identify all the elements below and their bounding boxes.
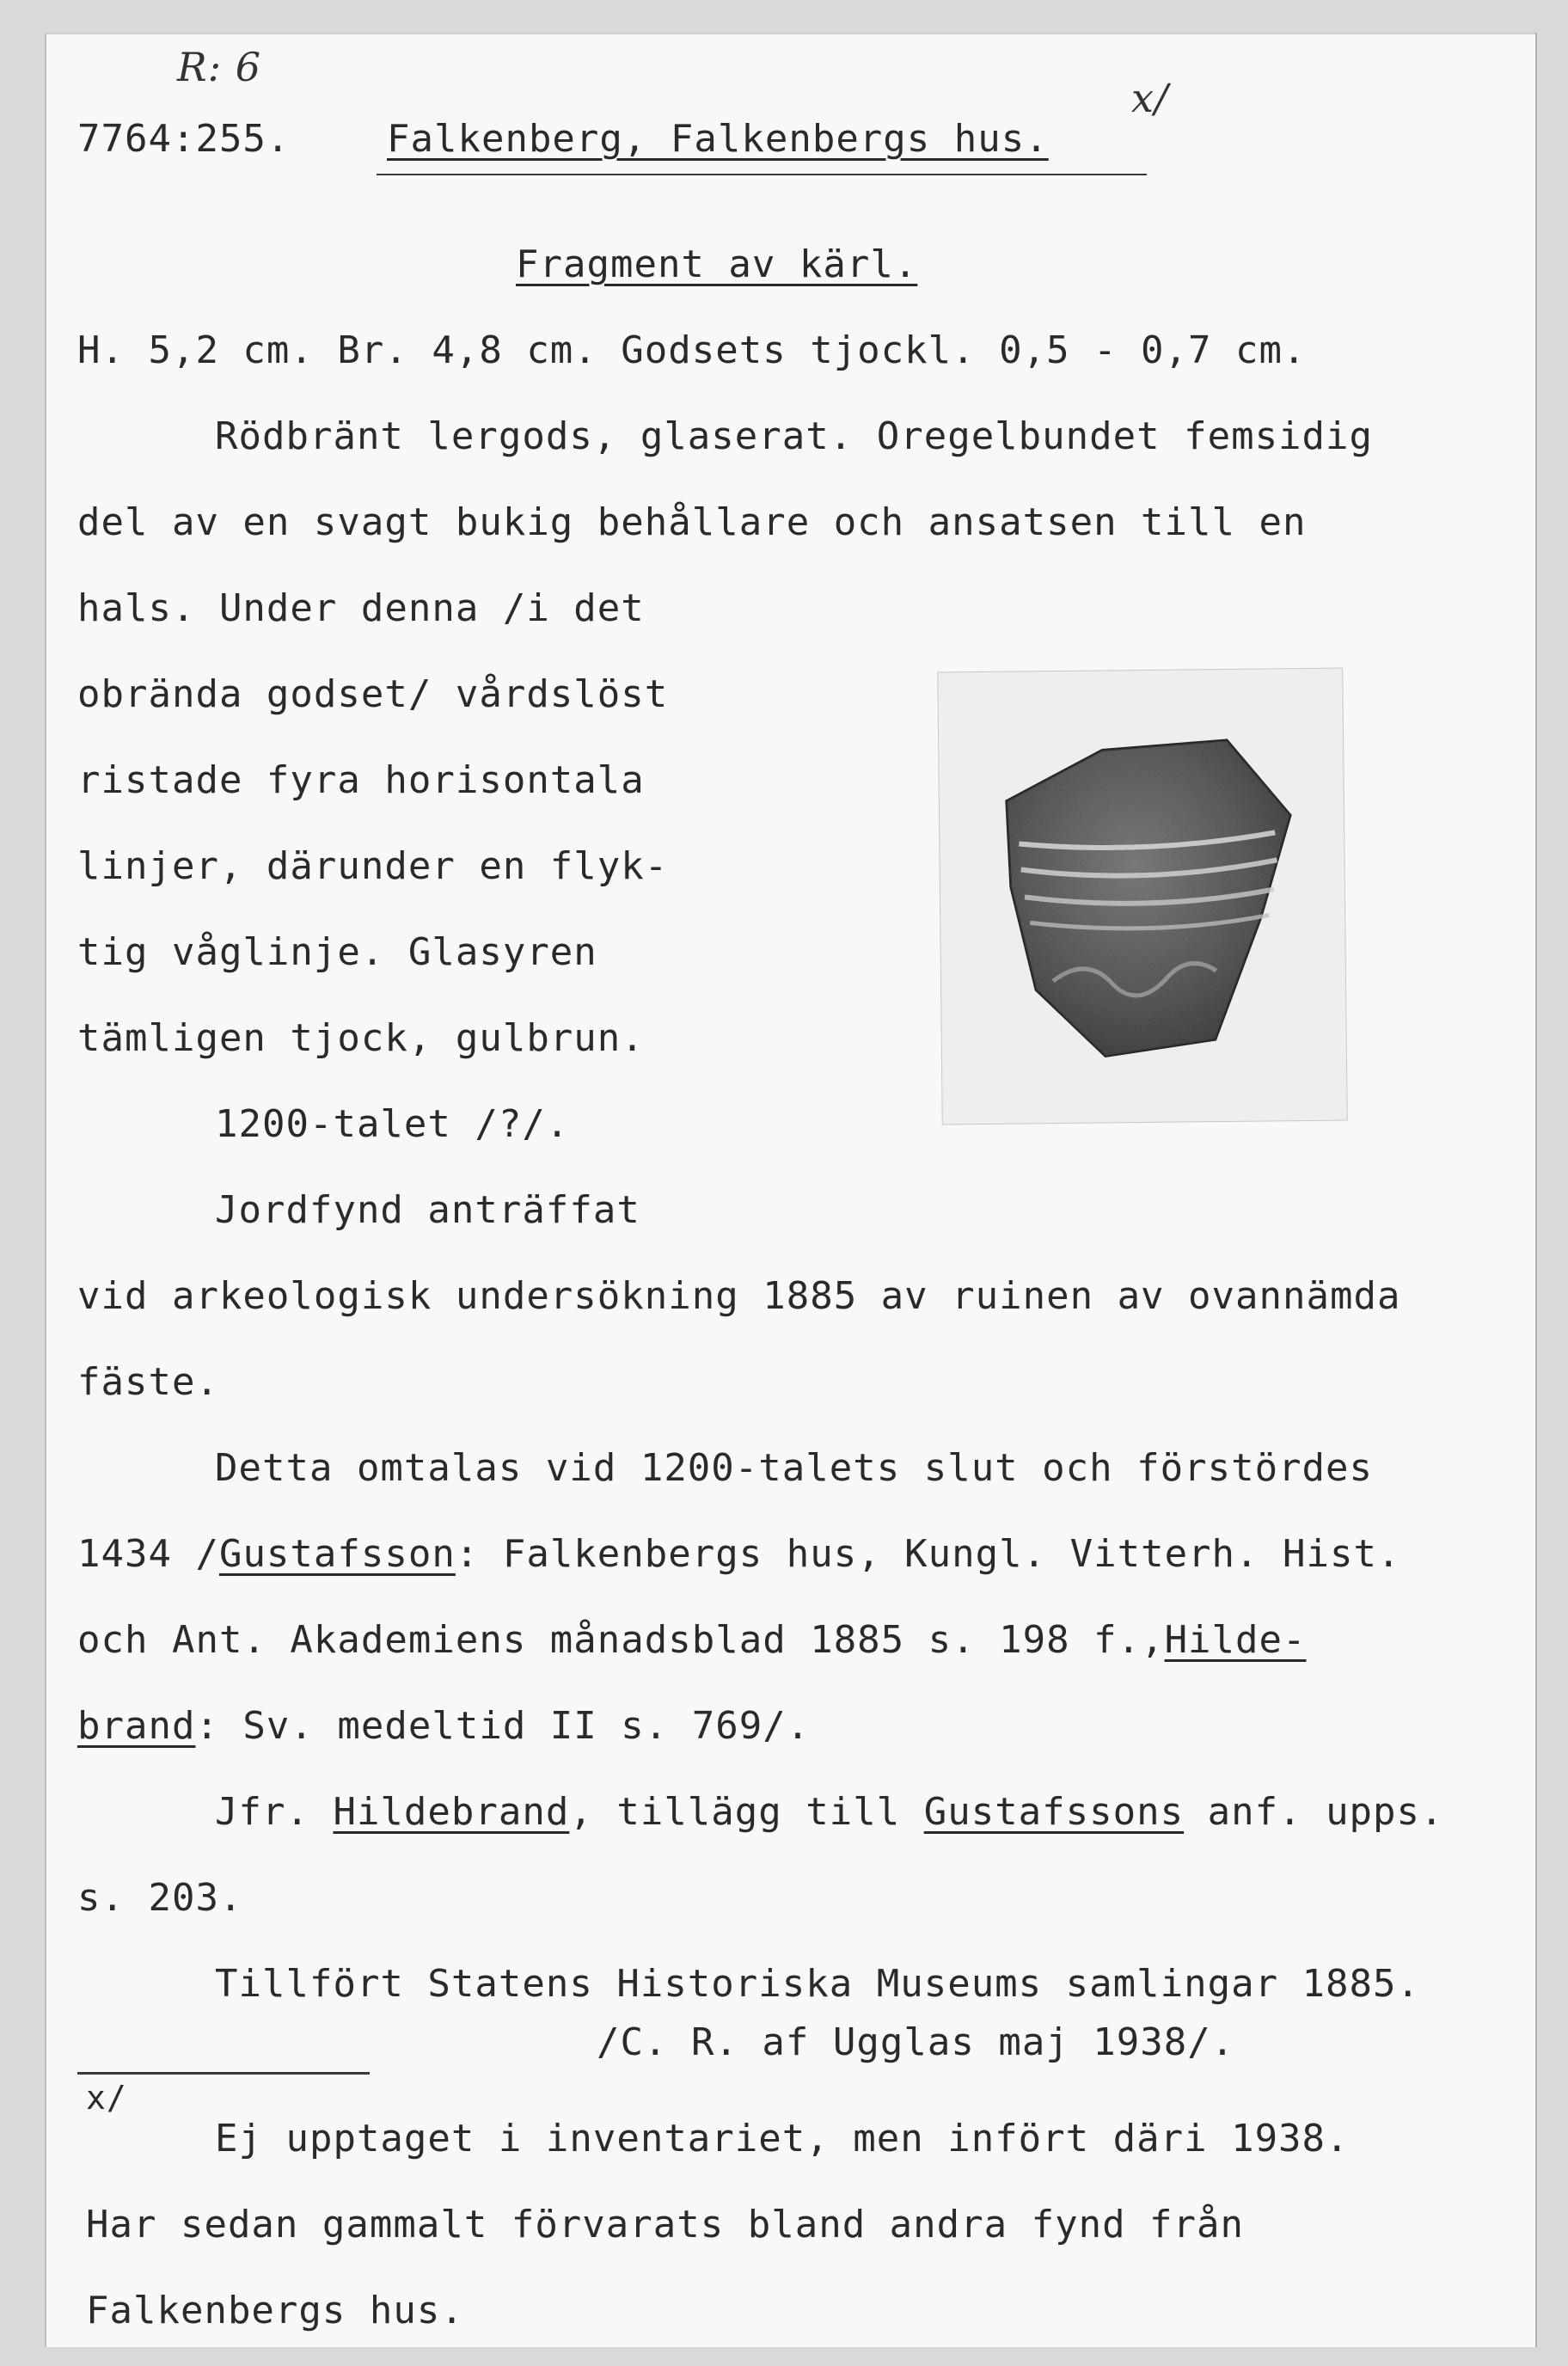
footnote-mark: x/: [86, 2079, 127, 2117]
reference-text: : Falkenbergs hus, Kungl. Vitterh. Hist.: [455, 1532, 1401, 1576]
sherd-photograph: [938, 669, 1346, 1125]
description-line: tämligen tjock, gulbrun.: [77, 1016, 645, 1060]
description-line: ristade fyra horisontala: [77, 758, 645, 802]
description-line: obrända godset/ vårdslöst: [77, 672, 669, 716]
accession-line: Tillfört Statens Historiska Museums samlingar 1885.: [215, 1962, 1421, 2006]
header-underline: [377, 174, 1147, 175]
description-line: del av en svagt bukig behållare och ansatsen till en: [77, 500, 1307, 544]
find-context-line: vid arkeologisk undersökning 1885 av ruinen av ovannämda: [77, 1274, 1401, 1318]
description-line: tig våglinje. Glasyren: [77, 930, 597, 974]
description-line: hals. Under denna /i det: [77, 586, 645, 630]
reference-author-hildebrand: brand: [77, 1704, 196, 1748]
reference-text: och Ant. Akademiens månadsblad 1885 s. 198 f.,: [77, 1618, 1165, 1662]
description-line: Rödbränt lergods, glaserat. Oregelbundet femsidig: [215, 414, 1374, 458]
inventory-note-line: Falkenbergs hus.: [86, 2289, 464, 2332]
measurements-line: H. 5,2 cm. Br. 4,8 cm. Godsets tjockl. 0,5 - 0,7 cm.: [77, 328, 1307, 372]
reference-text: anf. upps.: [1184, 1790, 1444, 1834]
reference-author-hildebrand: Hilde-: [1164, 1618, 1307, 1662]
reference-text: : Sv. medeltid II s. 769/.: [195, 1704, 811, 1748]
reference-text: Jfr.: [215, 1790, 334, 1834]
object-title: Fragment av kärl.: [516, 242, 918, 286]
reference-author-gustafssons: Gustafssons: [923, 1790, 1185, 1834]
handwritten-shelf-mark: R: 6: [177, 44, 262, 90]
reference-line: [77, 1616, 1307, 1664]
catalog-card: [45, 33, 1535, 2347]
inventory-note-line: Ej upptaget i inventariet, men infört däri 1938.: [215, 2117, 1350, 2161]
reference-text: , tillägg till: [569, 1790, 924, 1834]
find-context-line: fäste.: [77, 1360, 219, 1404]
handwritten-mark-top: x/: [1131, 75, 1169, 121]
signature-line: /C. R. af Ugglas maj 1938/.: [597, 2020, 1235, 2064]
inventory-number: 7764:255.: [77, 117, 291, 161]
reference-line: [77, 1702, 810, 1750]
description-line: linjer, därunder en flyk-: [77, 844, 669, 888]
page-reference-line: s. 203.: [77, 1876, 243, 1920]
comparison-line: [215, 1788, 1444, 1836]
dating-line: 1200-talet /?/.: [215, 1102, 570, 1146]
find-context-line: Jordfynd anträffat: [215, 1188, 640, 1232]
pottery-fragment-image: [938, 669, 1346, 1125]
site-name: Falkenberg, Falkenbergs hus.: [387, 117, 1049, 161]
reference-text: 1434 /: [77, 1532, 219, 1576]
reference-line: [77, 1530, 1400, 1578]
inventory-note-line: Har sedan gammalt förvarats bland andra fynd från: [86, 2203, 1245, 2246]
reference-author-hildebrand: Hildebrand: [333, 1790, 570, 1834]
history-line: Detta omtalas vid 1200-talets slut och förstördes: [215, 1446, 1374, 1490]
reference-author-gustafsson: Gustafsson: [218, 1532, 456, 1576]
